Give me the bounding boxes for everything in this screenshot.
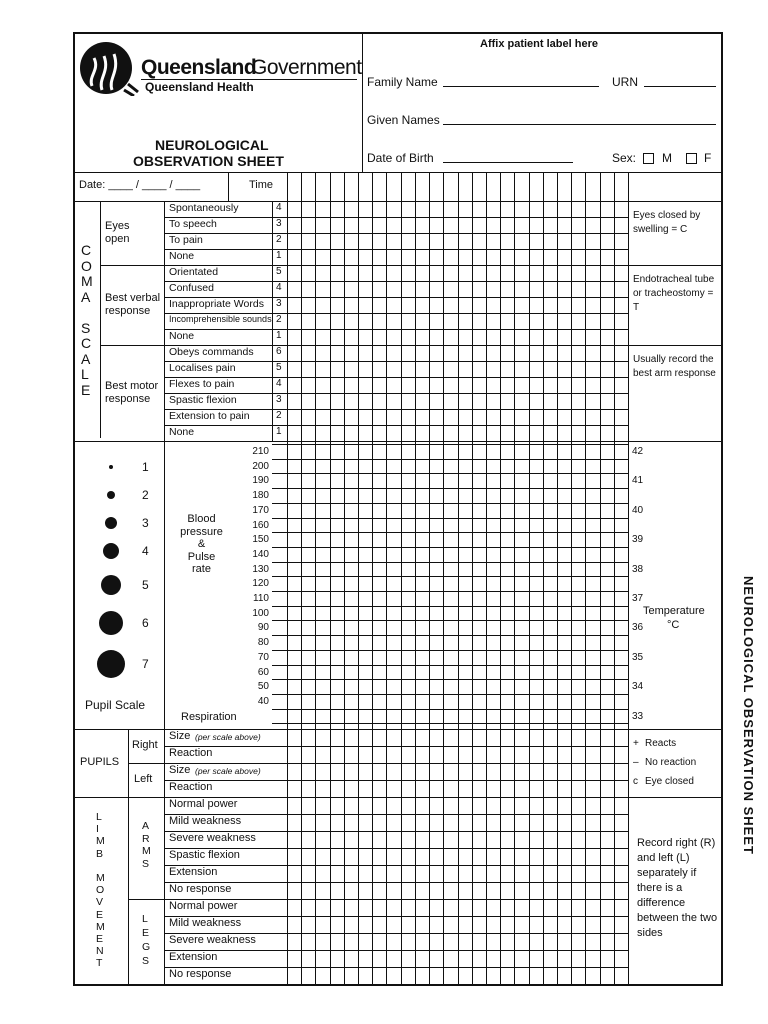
- temp-scale-value: 38: [632, 563, 644, 575]
- bp-scale-value: 130: [252, 564, 269, 575]
- grid-column-line: [472, 172, 473, 986]
- grid-column-line: [429, 172, 430, 986]
- urn-field[interactable]: [644, 76, 716, 87]
- vitals-grid-line: [272, 444, 628, 445]
- coma-note: Endotracheal tube or tracheostomy = T: [633, 274, 715, 313]
- vitals-grid-line: [272, 620, 628, 621]
- vitals-grid-line: [272, 635, 628, 636]
- coma-item-label: Flexes to pain: [169, 378, 235, 390]
- bp-scale-value: 40: [257, 696, 269, 707]
- department-name: Queensland Health: [145, 80, 254, 94]
- leg-response-label: Severe weakness: [169, 934, 256, 946]
- coma-group-label: Best verbal: [105, 292, 161, 304]
- vitals-grid-line: [272, 562, 628, 563]
- temp-scale-value: 34: [632, 681, 644, 693]
- pupil-reaction-label: Reaction: [169, 781, 213, 793]
- temp-scale-value: 40: [632, 504, 644, 516]
- pupil-size-label: Size: [169, 764, 191, 776]
- coma-item-label: Orientated: [169, 266, 219, 278]
- coma-group-label: response: [105, 393, 151, 405]
- grid-column-line: [401, 172, 402, 986]
- pupil-size-dot: [107, 491, 115, 499]
- coma-item-label: None: [169, 330, 195, 342]
- pupils-row-line: [128, 763, 628, 764]
- bp-label-line: Pulse: [187, 550, 216, 563]
- limb-vertical-letter: V: [96, 896, 104, 909]
- coma-score: 3: [276, 394, 282, 405]
- arms-letter: R: [142, 832, 150, 845]
- vitals-grid-line: [272, 503, 628, 504]
- coma-score: 5: [276, 362, 282, 373]
- pupil-size-number: 1: [142, 460, 149, 474]
- vitals-grid-line: [272, 591, 628, 592]
- grid-column-line: [358, 172, 359, 986]
- coma-vertical-letter: S: [81, 319, 91, 336]
- coma-row-line: [164, 233, 628, 234]
- pupils-row-line: [164, 746, 628, 747]
- grid-column-line: [458, 172, 459, 986]
- arm-response-label: Extension: [169, 866, 218, 878]
- pupil-size-dot: [105, 517, 117, 529]
- temperature-label: Temperature: [643, 605, 705, 617]
- vitals-grid-line: [272, 665, 628, 666]
- vitals-grid-line: [272, 459, 628, 460]
- coma-vertical-letter: A: [81, 350, 91, 367]
- vitals-grid-line: [272, 723, 628, 724]
- coma-score-divider: [272, 201, 273, 441]
- legs-letter: L: [142, 913, 148, 925]
- coma-row-line: [164, 425, 628, 426]
- coma-vertical-letter: A: [81, 288, 91, 305]
- bp-scale-value: 150: [252, 534, 269, 545]
- coma-row-line: [164, 217, 628, 218]
- sex-f-checkbox[interactable]: [686, 153, 697, 164]
- dob-label: Date of Birth: [367, 151, 434, 165]
- grid-column-line: [443, 172, 444, 986]
- bp-scale-value: 210: [252, 446, 269, 457]
- limb-row-line: [164, 882, 628, 883]
- arms-letter: M: [142, 845, 151, 857]
- bp-scale-value: 190: [252, 475, 269, 486]
- leg-response-label: Mild weakness: [169, 917, 242, 929]
- vitals-grid-line: [272, 650, 628, 651]
- coma-item-label: None: [169, 250, 195, 262]
- coma-item-label: Extension to pain: [169, 410, 250, 422]
- temp-scale-value: 37: [632, 593, 644, 604]
- pupils-row-line: [164, 780, 628, 781]
- bp-scale-value: 180: [252, 490, 269, 501]
- grid-column-line: [543, 172, 544, 986]
- brand-government: Government: [251, 56, 362, 79]
- pupil-size-number: 7: [142, 657, 149, 671]
- pupil-legend-symbol: –: [633, 757, 639, 768]
- coma-item-label: Spastic flexion: [169, 394, 237, 406]
- limb-row-line: [164, 865, 628, 866]
- vitals-grid-line: [272, 547, 628, 548]
- grid-border: [287, 172, 288, 986]
- leg-response-label: No response: [169, 968, 232, 980]
- grid-column-line: [486, 172, 487, 986]
- grid-column-line: [386, 172, 387, 986]
- sex-label: Sex:: [612, 151, 637, 165]
- bp-scale-value: 200: [252, 461, 269, 472]
- coma-item-label: Localises pain: [169, 362, 236, 374]
- coma-score: 2: [276, 234, 282, 245]
- coma-vertical-letter: C: [81, 335, 92, 351]
- limb-row-line: [164, 933, 628, 934]
- coma-vertical-letter: C: [81, 242, 92, 258]
- coma-note: Eyes closed by swelling = C: [633, 210, 701, 235]
- limb-vertical-letter: O: [96, 884, 105, 897]
- vitals-grid-line: [272, 518, 628, 519]
- coma-score: 2: [276, 314, 282, 325]
- coma-group-label: open: [105, 233, 130, 245]
- bp-label-line: Blood: [187, 513, 216, 525]
- grid-column-line: [529, 172, 530, 986]
- legs-bottom: [164, 984, 628, 985]
- bp-scale-value: 140: [252, 549, 269, 560]
- bp-scale-value: 110: [253, 593, 269, 604]
- coma-item-label: To pain: [169, 234, 203, 246]
- pupil-size-number: 6: [142, 616, 149, 630]
- bp-scale-value: 80: [257, 637, 269, 648]
- sex-m-checkbox[interactable]: [643, 153, 654, 164]
- vitals-grid-line: [272, 532, 628, 533]
- bp-scale-value: 120: [252, 578, 269, 589]
- coma-score: 3: [276, 298, 282, 309]
- grid-column-line: [500, 172, 501, 986]
- coma-group-label: Eyes: [105, 220, 130, 232]
- bp-label-line: pressure: [180, 525, 223, 538]
- arms-letter: A: [142, 820, 150, 832]
- coma-score: 6: [276, 346, 282, 357]
- coma-row-line: [164, 329, 628, 330]
- limb-row-line: [164, 848, 628, 849]
- arm-response-label: Severe weakness: [169, 832, 256, 844]
- grid-column-line: [301, 172, 302, 986]
- coma-vertical-letter: M: [81, 273, 93, 289]
- arms-letter: S: [142, 857, 150, 870]
- limb-side-divider: [128, 797, 129, 986]
- grid-column-line: [571, 172, 572, 986]
- pupils-label: PUPILS: [80, 756, 120, 768]
- pupil-size-number: 2: [142, 488, 149, 502]
- queensland-crest-icon: [78, 40, 140, 96]
- pupil-legend-text: No reaction: [645, 757, 697, 768]
- grid-column-line: [415, 172, 416, 986]
- bp-scale-value: 70: [257, 652, 269, 663]
- limb-row-line: [164, 814, 628, 815]
- affix-label: Affix patient label here: [480, 38, 598, 50]
- temp-scale-value: 33: [632, 710, 644, 722]
- pupil-size-number: 5: [142, 578, 149, 592]
- grid-column-line: [330, 172, 331, 986]
- grid-column-line: [514, 172, 515, 986]
- leg-response-label: Normal power: [169, 900, 238, 912]
- bp-label-line: &: [197, 538, 206, 550]
- temp-scale-value: 39: [632, 534, 644, 546]
- dob-field[interactable]: [443, 152, 573, 163]
- pupil-legend-symbol: c: [633, 776, 638, 787]
- grid-column-line: [344, 172, 345, 986]
- pupil-legend-symbol: +: [633, 738, 639, 749]
- bp-scale-value: 60: [257, 667, 269, 678]
- bp-scale-value: 170: [252, 505, 269, 516]
- coma-vertical-letter: L: [81, 366, 89, 382]
- legs-letter: G: [142, 941, 151, 953]
- arm-response-label: Normal power: [169, 798, 238, 810]
- vitals-grid-line: [272, 709, 628, 710]
- vitals-grid-line: [272, 576, 628, 577]
- pupil-reaction-label: Reaction: [169, 747, 213, 759]
- temperature-unit: °C: [667, 619, 680, 631]
- limb-row-line: [164, 831, 628, 832]
- coma-item-label: None: [169, 426, 195, 438]
- coma-item-label: Confused: [169, 282, 214, 294]
- title-line-1: NEUROLOGICAL: [155, 137, 269, 153]
- grid-column-line: [600, 172, 601, 986]
- coma-item-label: Obeys commands: [169, 346, 254, 358]
- coma-score: 4: [276, 378, 282, 389]
- vitals-grid-line: [272, 473, 628, 474]
- coma-vertical-divider: [100, 201, 101, 438]
- temp-scale-value: 42: [632, 446, 644, 457]
- pupils-left-label: Left: [134, 773, 153, 785]
- title-line-2: OBSERVATION SHEET: [133, 153, 284, 169]
- coma-score: 4: [276, 202, 282, 213]
- coma-score: 2: [276, 410, 282, 421]
- limb-vertical-letter: B: [96, 847, 104, 860]
- pupil-size-dot: [109, 465, 113, 469]
- limb-row-line: [164, 950, 628, 951]
- grid-column-line: [585, 172, 586, 986]
- grid-column-line: [557, 172, 558, 986]
- pupil-size-note: (per scale above): [195, 766, 261, 776]
- coma-score: 1: [276, 330, 282, 341]
- date-row-top: [73, 172, 723, 173]
- bp-label-line: rate: [192, 563, 211, 575]
- arm-response-label: Spastic flexion: [169, 849, 240, 861]
- vitals-pupil-divider: [164, 441, 165, 729]
- coma-item-label: Spontaneously: [169, 202, 239, 214]
- pupil-size-dot: [103, 543, 119, 559]
- limb-vertical-letter: M: [96, 872, 105, 884]
- arm-response-label: No response: [169, 883, 232, 895]
- temp-scale-value: 36: [632, 622, 644, 634]
- coma-item-label: Incomprehensible sounds: [169, 314, 272, 324]
- limb-vertical-letter: M: [96, 920, 105, 933]
- pupil-size-dot: [99, 611, 123, 635]
- pupil-size-number: 4: [142, 544, 149, 558]
- limb-row-line: [164, 916, 628, 917]
- vitals-grid-line: [272, 488, 628, 489]
- coma-item-label: To speech: [169, 218, 217, 230]
- arm-response-label: Mild weakness: [169, 815, 242, 827]
- limb-vertical-letter: I: [96, 823, 99, 836]
- limb-vertical-letter: T: [96, 957, 103, 970]
- coma-note: Usually record the best arm response: [633, 354, 716, 379]
- pupil-scale-label: Pupil Scale: [85, 698, 146, 712]
- pupil-legend-text: Eye closed: [645, 776, 694, 787]
- limb-row-line: [164, 967, 628, 968]
- pupil-size-dot: [101, 575, 121, 595]
- pupils-right-label: Right: [132, 739, 158, 751]
- limb-vertical-letter: E: [96, 933, 104, 945]
- coma-score: 4: [276, 282, 282, 293]
- date-time-divider: [228, 172, 229, 201]
- limb-vertical-letter: N: [96, 945, 104, 958]
- vitals-grid-line: [272, 694, 628, 695]
- family-name-field[interactable]: [443, 76, 599, 87]
- limb-vertical-letter: M: [96, 835, 105, 848]
- given-names-label: Given Names: [367, 113, 440, 127]
- pupil-size-number: 3: [142, 516, 149, 530]
- grid-column-line: [372, 172, 373, 986]
- time-label: Time: [249, 179, 274, 191]
- respiration-label: Respiration: [181, 711, 237, 723]
- vitals-grid-line: [272, 679, 628, 680]
- coma-row-line: [164, 281, 628, 282]
- bp-scale-value: 50: [257, 681, 269, 692]
- coma-group-label: Best motor: [105, 380, 159, 392]
- limb-vertical-letter: L: [96, 811, 102, 823]
- coma-item-label: Inappropriate Words: [169, 298, 264, 310]
- coma-score: 1: [276, 250, 282, 261]
- side-title: NEUROLOGICAL OBSERVATION SHEET: [741, 576, 756, 855]
- sex-m-label: M: [662, 151, 672, 165]
- date-field: Date: ____ / ____ / ____: [79, 179, 201, 191]
- bp-scale-value: 90: [257, 622, 269, 633]
- grid-border: [628, 172, 629, 986]
- urn-label: URN: [612, 75, 638, 89]
- pupil-size-note: (per scale above): [195, 732, 261, 742]
- grid-column-line: [614, 172, 615, 986]
- coma-item-divider: [164, 201, 165, 441]
- brand-name: Queensland: [141, 56, 257, 79]
- pupil-size-label: Size: [169, 730, 191, 742]
- coma-score: 5: [276, 266, 282, 277]
- limb-item-divider: [164, 797, 165, 986]
- coma-group-label: response: [105, 305, 151, 317]
- vitals-top: [73, 441, 723, 442]
- vitals-grid-line: [272, 606, 628, 607]
- pupil-legend-text: Reacts: [645, 738, 677, 749]
- sex-f-label: F: [704, 151, 712, 165]
- family-name-label: Family Name: [367, 75, 438, 89]
- given-names-field[interactable]: [443, 114, 716, 125]
- coma-row-line: [164, 249, 628, 250]
- limb-vertical-letter: E: [96, 908, 104, 921]
- leg-response-label: Extension: [169, 951, 218, 963]
- coma-score: 1: [276, 426, 282, 437]
- pupil-size-dot: [97, 650, 125, 678]
- header-divider: [362, 32, 363, 172]
- coma-vertical-letter: O: [81, 257, 92, 274]
- bp-scale-value: 160: [252, 520, 269, 531]
- temp-scale-value: 41: [632, 475, 644, 487]
- temp-scale-value: 35: [632, 651, 644, 663]
- limb-note: Record right (R) and left (L) separately if there is a difference between the two sides: [637, 837, 718, 939]
- bp-scale-value: 100: [252, 608, 269, 619]
- grid-column-line: [315, 172, 316, 986]
- coma-vertical-letter: E: [81, 381, 91, 398]
- legs-letter: S: [142, 955, 150, 967]
- coma-score: 3: [276, 218, 282, 229]
- legs-letter: E: [142, 927, 150, 939]
